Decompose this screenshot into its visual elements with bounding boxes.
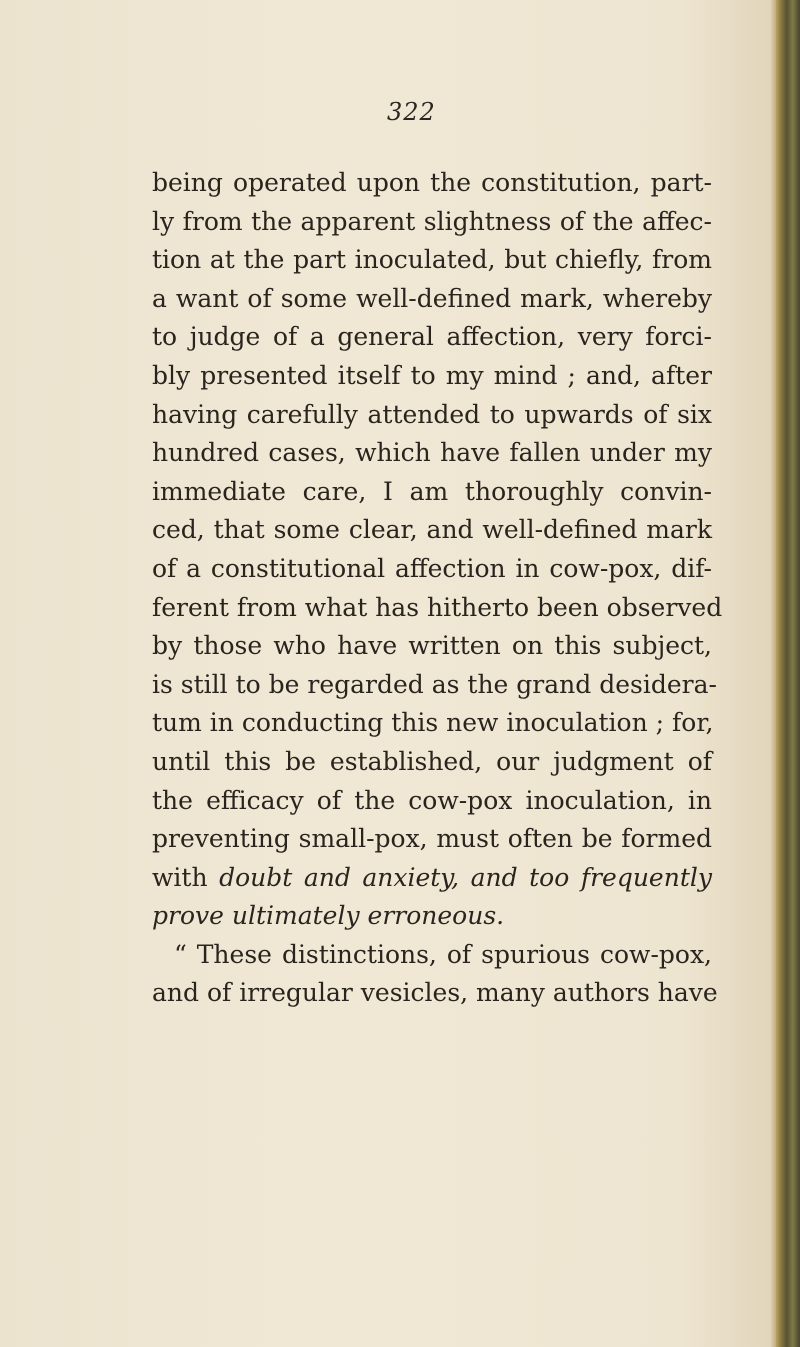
text-line-15: tum in conducting this new inoculation ; for,	[152, 708, 714, 738]
book-spine-edge	[776, 0, 800, 1347]
text-line-14: is still to be regarded as the grand desidera-	[152, 669, 717, 699]
text-line-18: preventing small-pox, must often be formed	[152, 824, 712, 854]
text-line-19-regular: with	[152, 862, 220, 892]
text-line-5: to judge of a general affection, very forci-	[152, 322, 712, 352]
text-line-3: tion at the part inoculated, but chiefly, from	[152, 245, 712, 275]
text-line-6: bly presented itself to my mind ; and, after	[152, 360, 712, 390]
text-line-1: being operated upon the constitution, part-	[152, 168, 712, 197]
text-line-19	[152, 859, 712, 898]
text-line-16: until this be established, our judgment of	[152, 746, 712, 776]
text-line-21: “ These distinctions, of spurious cow-pox,	[174, 939, 712, 969]
text-line-20: prove ultimately erroneous.	[152, 901, 505, 931]
text-line-10: ced, that some clear, and well-defined mark	[152, 515, 712, 545]
text-line-8: hundred cases, which have fallen under my	[152, 438, 712, 468]
text-line-13: by those who have written on this subject,	[152, 631, 712, 661]
text-line-11: of a constitutional affection in cow-pox, dif-	[152, 553, 712, 583]
body-text	[152, 164, 723, 1013]
text-line-17: the efficacy of the cow-pox inoculation, in	[152, 785, 712, 815]
text-line-9: immediate care, I am thoroughly convin-	[152, 476, 712, 506]
page-number: 322	[387, 98, 436, 126]
text-line-12: ferent from what has hitherto been observed	[152, 592, 723, 622]
text-line-7: having carefully attended to upwards of six	[152, 399, 712, 429]
text-line-2: ly from the apparent slightness of the affec-	[152, 206, 712, 236]
text-line-4: a want of some well-defined mark, whereby	[152, 283, 712, 313]
text-line-22: and of irregular vesicles, many authors have	[152, 978, 718, 1008]
text-line-19-italic: doubt and anxiety, and too frequently	[219, 862, 712, 892]
